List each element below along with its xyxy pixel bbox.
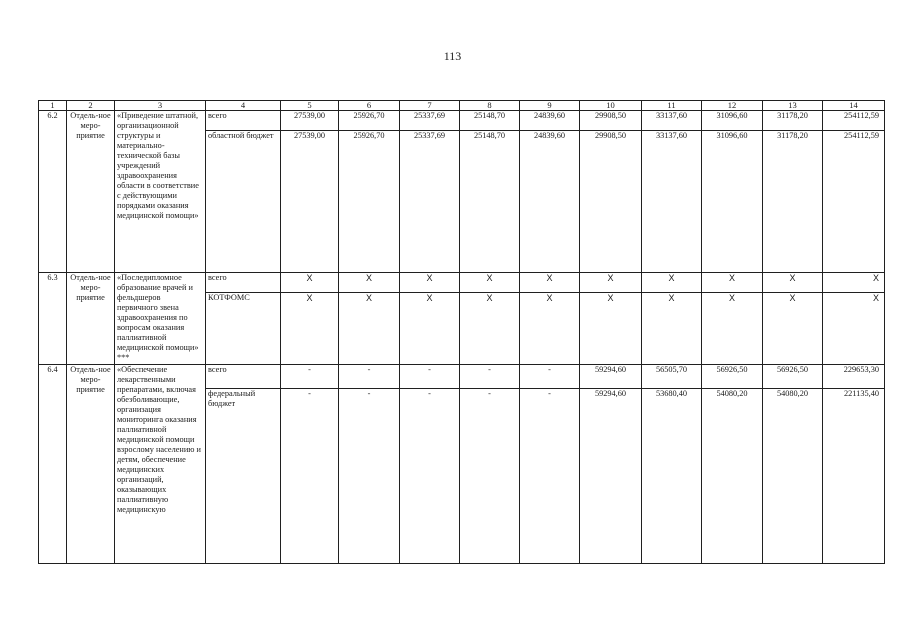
funding-source: областной бюджет [206,131,281,273]
header-cell: 9 [520,101,580,111]
value-cell: X [642,293,702,365]
value-cell: X [520,273,580,293]
header-cell: 11 [642,101,702,111]
value-cell: X [580,273,642,293]
section-number: 6.3 [39,273,67,365]
measure-description: «Последипломное образование врачей и фельдшеров первичного звена здравоохранения по вопросам оказания паллиативной медицинской помощи» *** [115,273,206,365]
budget-table [38,100,885,564]
funding-source: КОТФОМС [206,293,281,365]
value-cell: 54080,20 [763,389,823,564]
value-cell: 221135,40 [823,389,885,564]
header-cell: 8 [460,101,520,111]
page-number: 113 [443,49,462,63]
value-cell: - [520,365,580,389]
value-cell: 27539,00 [281,111,339,131]
header-cell: 4 [206,101,281,111]
value-cell: 229653,30 [823,365,885,389]
header-cell: 13 [763,101,823,111]
header-cell: 1 [39,101,67,111]
value-cell: 24839,60 [520,111,580,131]
table-row [39,273,885,293]
header-cell: 10 [580,101,642,111]
section-number: 6.4 [39,365,67,564]
header-cell: 3 [115,101,206,111]
value-cell: 29908,50 [580,111,642,131]
value-cell: 59294,60 [580,389,642,564]
value-cell: X [702,273,763,293]
value-cell: 56926,50 [702,365,763,389]
value-cell: - [400,389,460,564]
header-cell: 5 [281,101,339,111]
value-cell: - [520,389,580,564]
funding-source: федеральный бюджет [206,389,281,564]
value-cell: X [520,293,580,365]
header-cell: 12 [702,101,763,111]
value-cell: X [281,293,339,365]
section-number: 6.2 [39,111,67,273]
value-cell: 25926,70 [339,111,400,131]
funding-source: всего [206,111,281,131]
value-cell: - [339,389,400,564]
value-cell: X [823,293,885,365]
value-cell: 53680,40 [642,389,702,564]
value-cell: X [763,273,823,293]
value-cell: X [823,273,885,293]
value-cell: 25337,69 [400,131,460,273]
value-cell: - [460,389,520,564]
value-cell: X [763,293,823,365]
value-cell: X [460,273,520,293]
value-cell: 25148,70 [460,131,520,273]
value-cell: 31178,20 [763,131,823,273]
table-row [39,365,885,389]
header-cell: 2 [67,101,115,111]
measure-description: «Обеспечение лекарственными препаратами, включая обезболивающие, организация мониторинга оказания паллиативной медицинской помощи взрослому населению и детям, обеспечение медицинских организаций, оказывающих паллиативную медицинскую [115,365,206,564]
value-cell: - [460,365,520,389]
value-cell: 254112,59 [823,111,885,131]
header-cell: 7 [400,101,460,111]
value-cell: 31096,60 [702,131,763,273]
value-cell: X [339,273,400,293]
value-cell: X [400,273,460,293]
header-row [39,101,885,111]
header-cell: 14 [823,101,885,111]
value-cell: X [281,273,339,293]
value-cell: 254112,59 [823,131,885,273]
table-row [39,111,885,131]
value-cell: 33137,60 [642,111,702,131]
value-cell: 25926,70 [339,131,400,273]
funding-source: всего [206,365,281,389]
value-cell: X [339,293,400,365]
value-cell: X [400,293,460,365]
value-cell: 25337,69 [400,111,460,131]
value-cell: 24839,60 [520,131,580,273]
value-cell: 27539,00 [281,131,339,273]
value-cell: 31178,20 [763,111,823,131]
value-cell: 29908,50 [580,131,642,273]
value-cell: X [460,293,520,365]
header-cell: 6 [339,101,400,111]
funding-source: всего [206,273,281,293]
value-cell: X [642,273,702,293]
measure-description: «Приведение штатной, организационной структуры и материально-технической базы учреждений здравоохранения области в соответствие с действующими порядками оказания медицинской помощи» [115,111,206,273]
value-cell: 54080,20 [702,389,763,564]
value-cell: 31096,60 [702,111,763,131]
value-cell: 56505,70 [642,365,702,389]
value-cell: - [281,365,339,389]
value-cell: 56926,50 [763,365,823,389]
measure-type: Отдель-ное меро-приятие [67,111,115,273]
value-cell: X [580,293,642,365]
value-cell: 33137,60 [642,131,702,273]
value-cell: X [702,293,763,365]
value-cell: - [339,365,400,389]
measure-type: Отдель-ное меро-приятие [67,273,115,365]
value-cell: - [400,365,460,389]
measure-type: Отдель-ное меро-приятие [67,365,115,564]
value-cell: - [281,389,339,564]
value-cell: 59294,60 [580,365,642,389]
value-cell: 25148,70 [460,111,520,131]
